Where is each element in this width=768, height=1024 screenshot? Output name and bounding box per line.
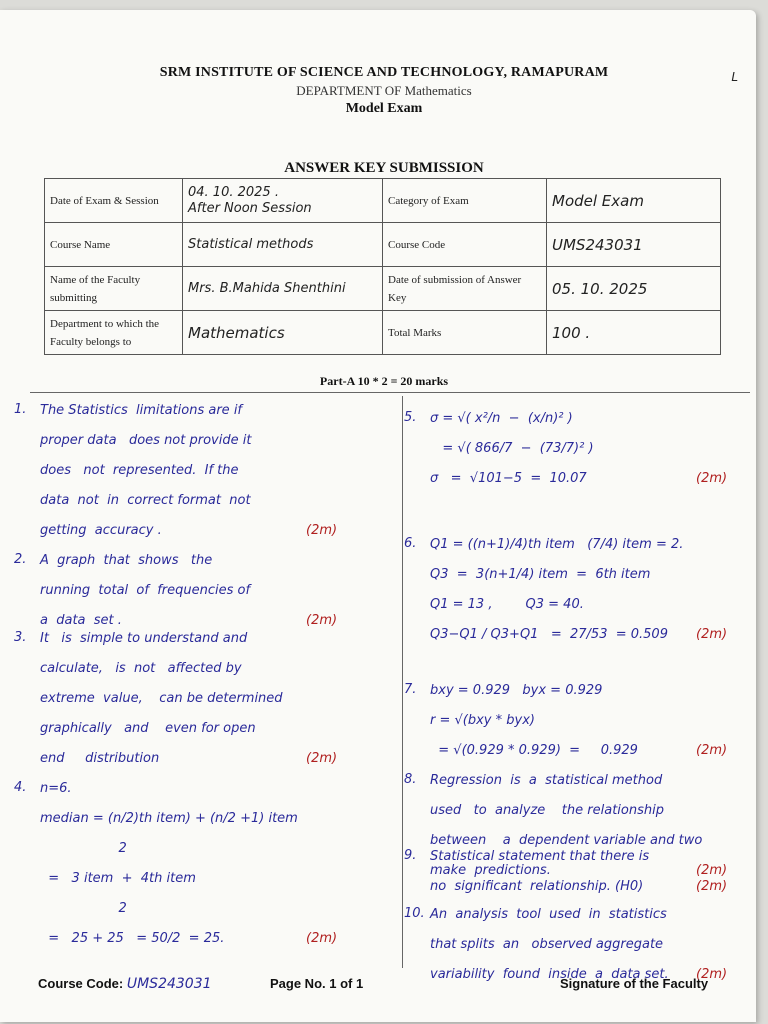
- marks-annotation: (2m): [306, 931, 338, 946]
- answer-line: = 25 + 25 = 50/2 = 25.: [40, 931, 225, 946]
- answer-number: 3.: [14, 630, 27, 645]
- footer-course-code-value: UMS243031: [126, 976, 212, 992]
- answer-line: Q1 = 13 , Q3 = 40.: [430, 597, 584, 612]
- answer-number: 10.: [404, 906, 425, 921]
- answer-number: 4.: [14, 780, 27, 795]
- exam-info-table: [44, 178, 721, 355]
- faculty-label: Name of the Faculty submitting: [45, 267, 183, 311]
- answer-line: make predictions.: [430, 863, 551, 878]
- answer-line: r = √(bxy * byx): [430, 713, 535, 728]
- institution-name: SRM INSTITUTE OF SCIENCE AND TECHNOLOGY, RAMAPURAM: [159, 65, 609, 80]
- department-label: Department to which the Faculty belongs to: [45, 311, 183, 355]
- answer-number: 5.: [404, 410, 417, 425]
- marks-annotation: (2m): [696, 879, 728, 894]
- category-label: Category of Exam: [383, 179, 547, 223]
- answer-line: Regression is a statistical method: [430, 773, 663, 788]
- answer-line: does not represented. If the: [40, 463, 239, 478]
- answer-line: median = (n/2)th item) + (n/2 +1) item: [40, 811, 298, 826]
- marks-annotation: (2m): [696, 627, 728, 642]
- submission-date-label: Date of submission of Answer Key: [383, 267, 547, 311]
- answer-line: used to analyze the relationship: [430, 803, 664, 818]
- answer-line: end distribution: [40, 751, 160, 766]
- faculty-value: Mrs. B.Mahida Shenthini: [183, 267, 383, 311]
- answer-line: = √( 866/7 − (73/7)² ): [430, 441, 594, 456]
- answer-line: The Statistics limitations are if: [40, 403, 243, 418]
- answer-line: proper data does not provide it: [40, 433, 252, 448]
- table-row: [45, 179, 721, 223]
- date-cell: [183, 179, 383, 223]
- footer-course-code-label: Course Code:: [38, 976, 124, 991]
- answer-number: 9.: [404, 848, 417, 863]
- answer-line: between a dependent variable and two: [430, 833, 703, 848]
- answer-line: σ = √( x²/n − (x/n)² ): [430, 411, 573, 426]
- department-value: Mathematics: [183, 311, 383, 355]
- department-name: DEPARTMENT OF Mathematics: [296, 83, 472, 98]
- marks-annotation: (2m): [306, 751, 338, 766]
- marks-annotation: (2m): [306, 613, 338, 628]
- answer-line: It is simple to understand and: [40, 631, 248, 646]
- session-value: After Noon Session: [188, 200, 312, 216]
- answer-line: extreme value, can be determined: [40, 691, 283, 706]
- course-name-label: Course Name: [45, 223, 183, 267]
- submission-date-value: 05. 10. 2025: [547, 267, 721, 311]
- answer-line: A graph that shows the: [40, 553, 213, 568]
- footer-signature-label: Signature of the Faculty: [560, 976, 709, 991]
- page-title: ANSWER KEY SUBMISSION: [284, 160, 484, 176]
- answer-line: An analysis tool used in statistics: [430, 907, 667, 922]
- answer-line: Statistical statement that there is: [430, 849, 650, 864]
- marks-annotation: (2m): [696, 743, 728, 758]
- category-value: Model Exam: [547, 179, 721, 223]
- answer-line: no significant relationship. (H0): [430, 879, 644, 894]
- course-code-label: Course Code: [383, 223, 547, 267]
- marks-annotation: (2m): [696, 471, 728, 486]
- divider: [30, 392, 750, 393]
- total-marks-label: Total Marks: [383, 311, 547, 355]
- answer-line: n=6.: [40, 781, 72, 796]
- date-label: Date of Exam & Session: [45, 179, 183, 223]
- answer-number: 7.: [404, 682, 417, 697]
- answer-line: = √(0.929 * 0.929) = 0.929: [430, 743, 638, 758]
- answer-line: 2: [40, 841, 127, 856]
- answer-line: variability found inside a data set.: [430, 967, 669, 982]
- answer-number: 1.: [14, 402, 27, 417]
- answer-line: data not in correct format not: [40, 493, 251, 508]
- footer-page-number: Page No. 1 of 1: [270, 976, 364, 991]
- answer-line: 2: [40, 901, 127, 916]
- answer-line: running total of frequencies of: [40, 583, 251, 598]
- answer-line: bxy = 0.929 byx = 0.929: [430, 683, 603, 698]
- date-value: 04. 10. 2025 .: [188, 184, 279, 200]
- answer-line: a data set .: [40, 613, 122, 628]
- answer-line: σ = √101−5 = 10.07: [430, 471, 587, 486]
- table-row: [45, 311, 721, 355]
- corner-mark: L: [731, 70, 738, 84]
- table-row: [45, 223, 721, 267]
- table-row: [45, 267, 721, 311]
- answer-line: getting accuracy .: [40, 523, 162, 538]
- answer-line: Q3 = 3(n+1/4) item = 6th item: [430, 567, 651, 582]
- course-code-value: UMS243031: [547, 223, 721, 267]
- answer-line: Q3−Q1 / Q3+Q1 = 27/53 = 0.509: [430, 627, 668, 642]
- answer-line: = 3 item + 4th item: [40, 871, 196, 886]
- answer-line: Q1 = ((n+1)/4)th item (7/4) item = 2.: [430, 537, 684, 552]
- total-marks-value: 100 .: [547, 311, 721, 355]
- answer-number: 2.: [14, 552, 27, 567]
- answer-line: calculate, is not affected by: [40, 661, 242, 676]
- answer-number: 6.: [404, 536, 417, 551]
- part-a-heading: Part-A 10 * 2 = 20 marks: [319, 374, 449, 388]
- course-name-value: Statistical methods: [183, 223, 383, 267]
- marks-annotation: (2m): [306, 523, 338, 538]
- answer-number: 8.: [404, 772, 417, 787]
- footer-course-code: [38, 976, 212, 992]
- marks-annotation: (2m): [696, 863, 728, 878]
- answer-line: graphically and even for open: [40, 721, 256, 736]
- exam-name: Model Exam: [345, 101, 423, 116]
- marks-annotation: (2m): [696, 967, 728, 982]
- column-divider: [402, 396, 403, 968]
- answer-line: that splits an observed aggregate: [430, 937, 664, 952]
